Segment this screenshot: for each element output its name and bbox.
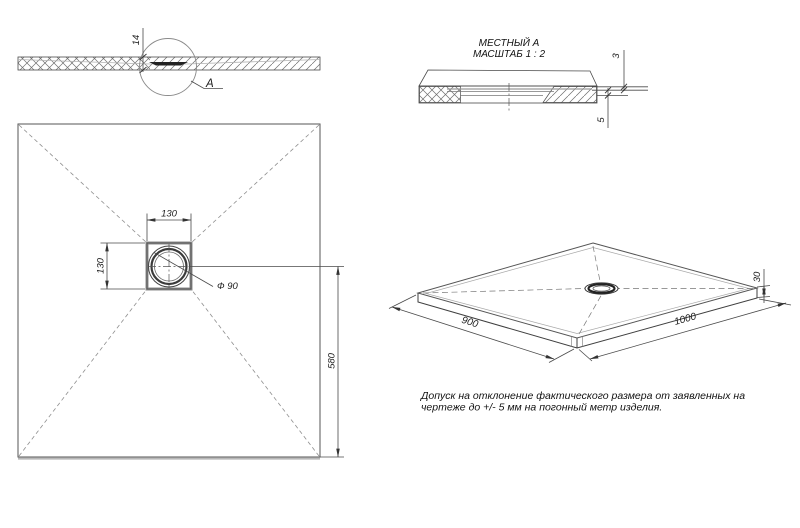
- dim-580-label: 580: [326, 353, 338, 369]
- dim-130l-label: 130: [95, 258, 107, 274]
- dim-30-ext-1: [757, 286, 770, 288]
- note-line-2: чертеже до +/- 5 мм на погонный метр изделия.: [421, 401, 663, 414]
- dim-900-label: 900: [460, 314, 480, 331]
- dim-30-label: 30: [752, 271, 763, 283]
- section-view: [18, 28, 320, 96]
- detail-top-body: [419, 70, 597, 86]
- dim-900-ext-1: [389, 295, 416, 309]
- iso-view: [389, 243, 791, 363]
- dim-14-label: 14: [131, 34, 142, 46]
- local-view-title-2: МАСШТАБ 1 : 2: [472, 49, 546, 60]
- dim-3-label: 3: [611, 53, 622, 59]
- local-view-title-1: МЕСТНЫЙ А: [478, 38, 540, 49]
- iso-drain-inner: [593, 286, 610, 291]
- dim-1000-ext-1: [579, 350, 592, 362]
- dim-30-ext-2: [757, 297, 770, 298]
- dim-900-ext-2: [549, 349, 574, 363]
- plan-view: [18, 124, 344, 459]
- dim-130t-label: 130: [161, 208, 177, 220]
- local-detail-view: [419, 36, 648, 128]
- note-line-1: Допуск на отклонение фактического размера от заявленных на: [421, 390, 746, 402]
- dim-1000-label: 1000: [673, 311, 698, 328]
- detail-label-a: A: [206, 78, 214, 90]
- tolerance-note: [420, 390, 745, 414]
- dim-5-label: 5: [596, 117, 607, 123]
- diameter-label: Ф 90: [217, 281, 238, 292]
